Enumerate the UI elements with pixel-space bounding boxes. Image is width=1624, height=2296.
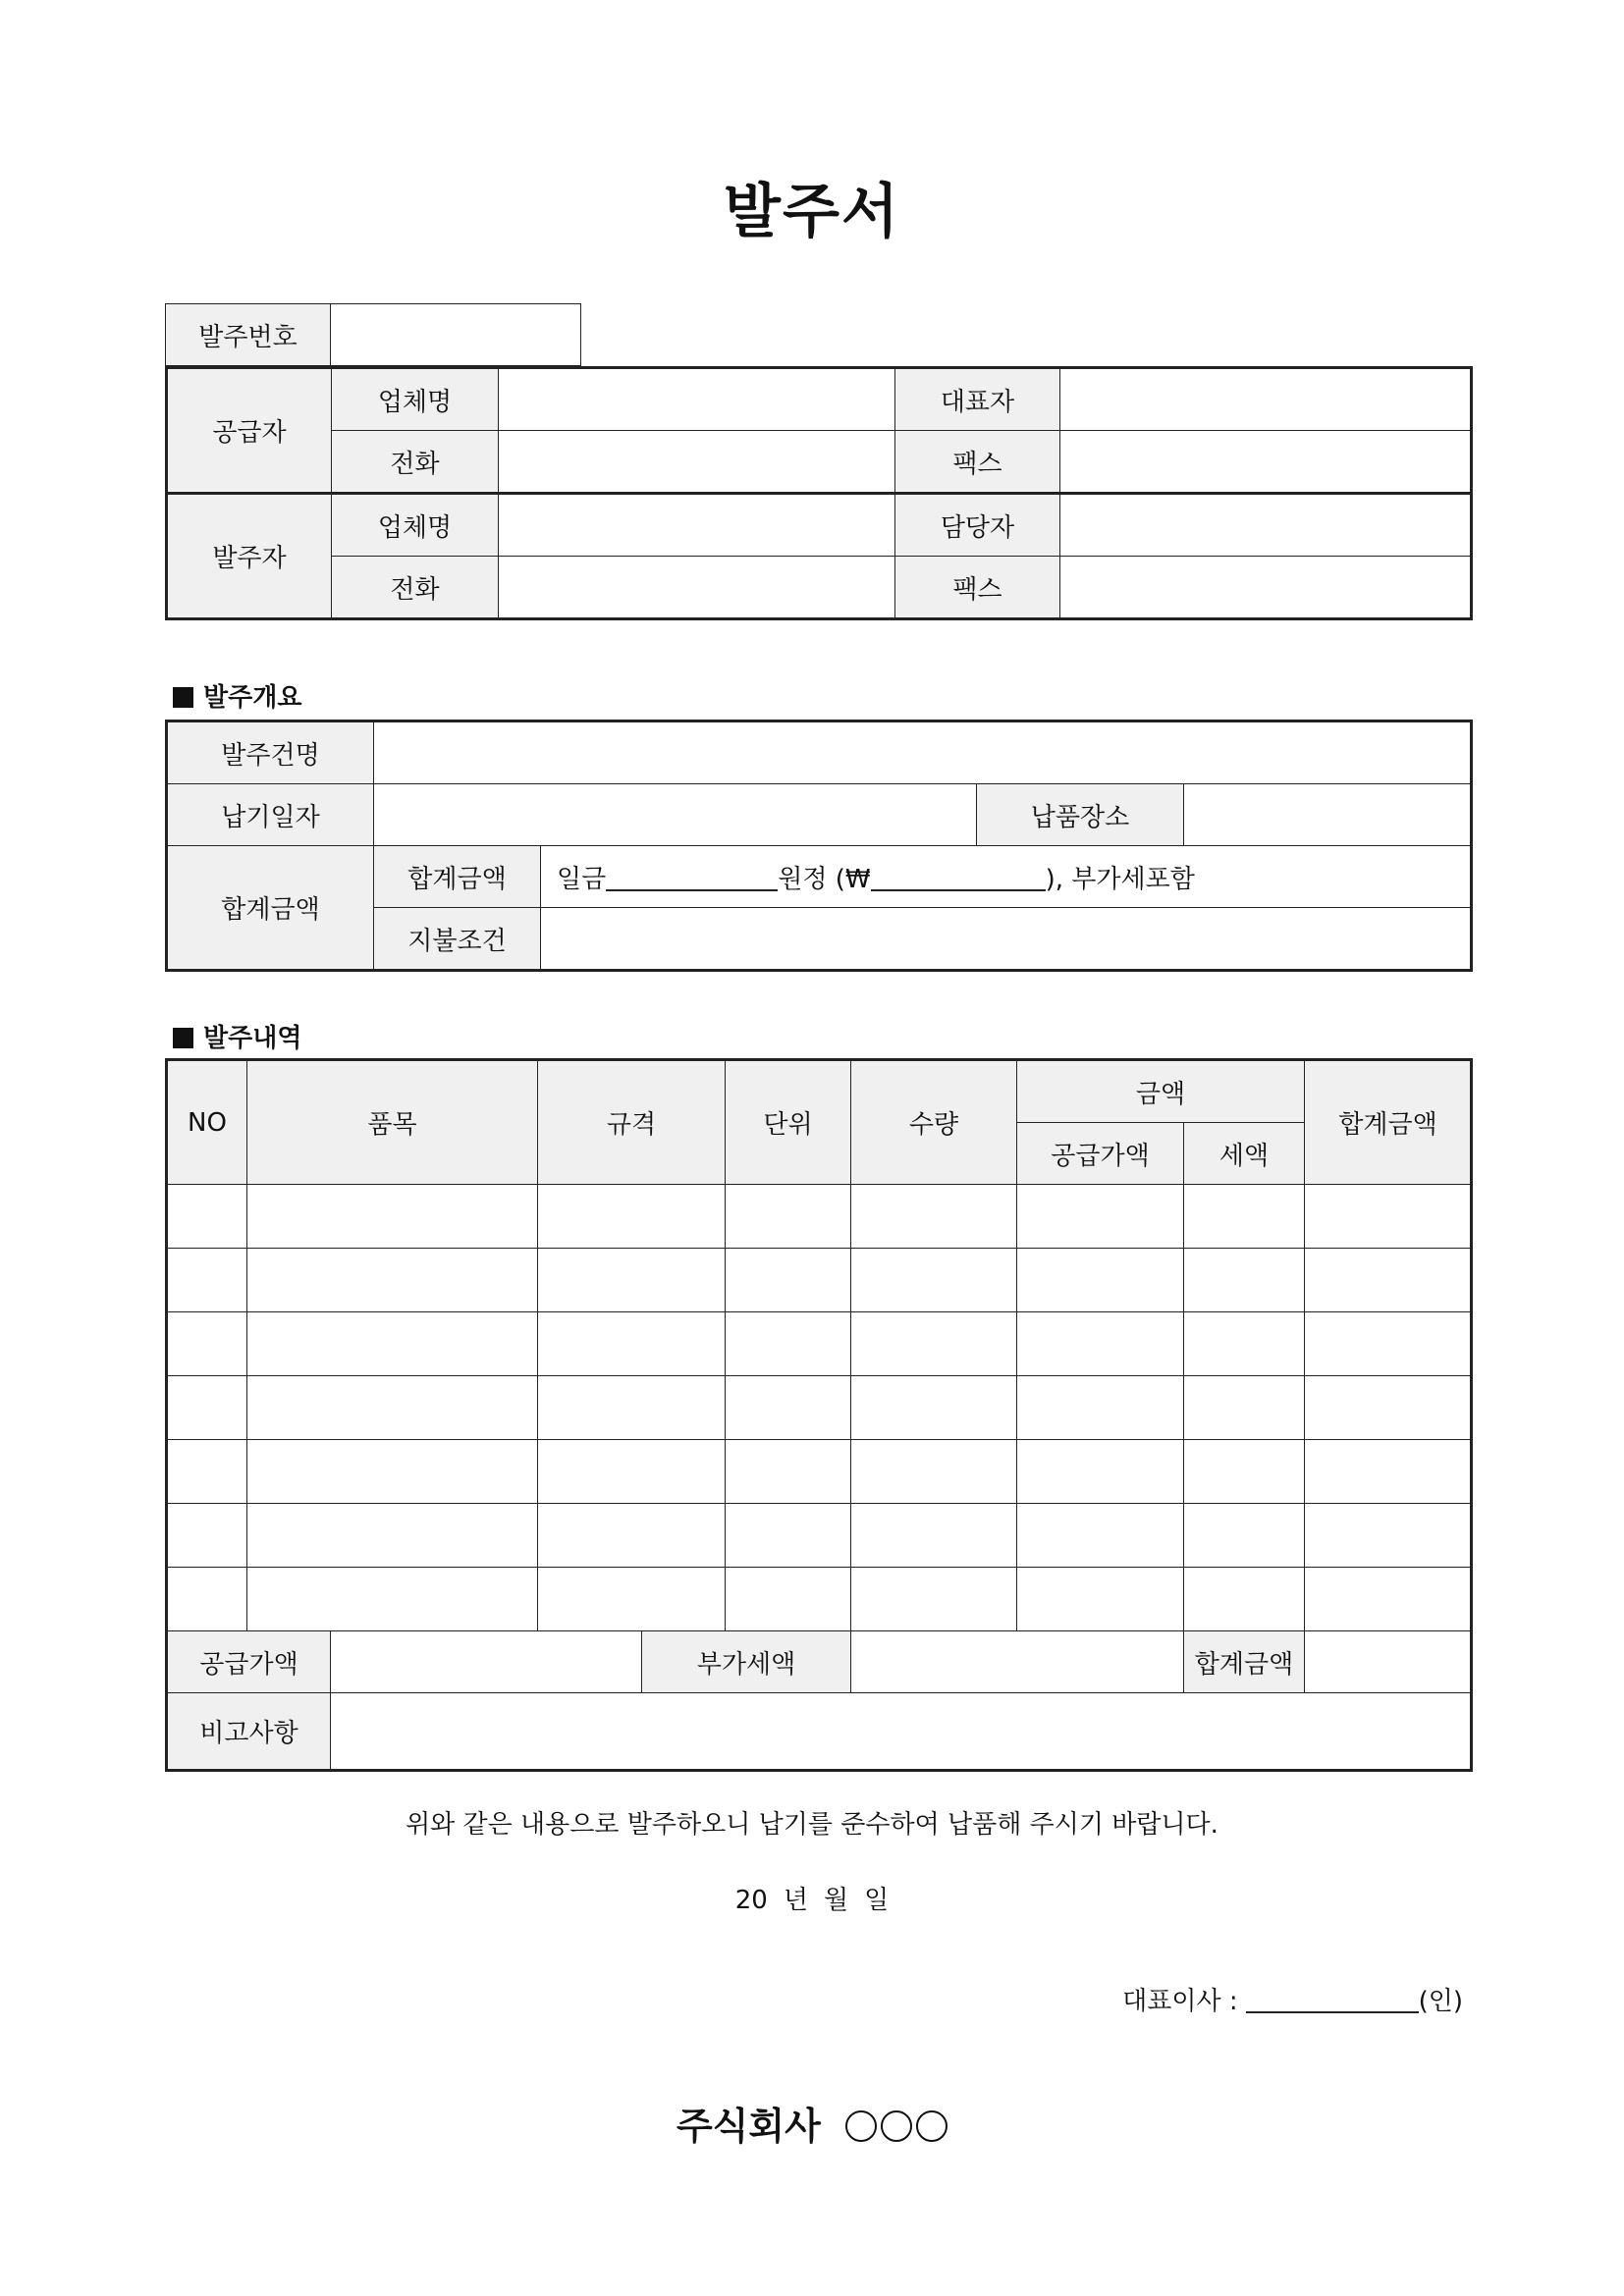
item-item-cell[interactable] (247, 1568, 538, 1631)
date-year: 년 (783, 1886, 808, 1915)
item-no-cell[interactable] (167, 1249, 247, 1312)
table-row (167, 1568, 1472, 1631)
item-spec-cell[interactable] (538, 1312, 726, 1376)
payment-terms-field[interactable] (541, 908, 1472, 971)
orderer-fax-field[interactable] (1060, 557, 1472, 619)
delivery-place-field[interactable] (1184, 784, 1472, 846)
supplier-phone-label: 전화 (332, 431, 499, 494)
item-item-cell[interactable] (247, 1185, 538, 1249)
item-tax-cell[interactable] (1184, 1249, 1305, 1312)
footer-supply-field[interactable] (331, 1631, 642, 1693)
table-row (167, 1312, 1472, 1376)
placeholder-circle-icon (881, 2110, 912, 2142)
item-unit-cell[interactable] (726, 1376, 851, 1440)
placeholder-circle-icon (845, 2110, 877, 2142)
remarks-label: 비고사항 (167, 1693, 331, 1771)
total-amount-label: 합계금액 (167, 846, 374, 971)
table-row (167, 1440, 1472, 1504)
table-row (167, 1376, 1472, 1440)
item-no-cell[interactable] (167, 1376, 247, 1440)
item-item-cell[interactable] (247, 1312, 538, 1376)
party-table (165, 366, 1473, 620)
item-total-cell[interactable] (1305, 1249, 1472, 1312)
footer-total-label: 합계금액 (1184, 1631, 1305, 1693)
overview-table (165, 720, 1473, 972)
item-tax-cell[interactable] (1184, 1185, 1305, 1249)
supplier-company-label: 업체명 (332, 368, 499, 431)
orderer-fax-label: 팩스 (895, 557, 1060, 619)
item-unit-cell[interactable] (726, 1504, 851, 1568)
col-unit-header: 단위 (726, 1060, 851, 1185)
item-spec-cell[interactable] (538, 1568, 726, 1631)
item-tax-cell[interactable] (1184, 1504, 1305, 1568)
item-qty-cell[interactable] (851, 1185, 1017, 1249)
item-total-cell[interactable] (1305, 1185, 1472, 1249)
order-title-field[interactable] (374, 721, 1472, 784)
item-total-cell[interactable] (1305, 1504, 1472, 1568)
supplier-fax-label: 팩스 (895, 431, 1060, 494)
item-no-cell[interactable] (167, 1504, 247, 1568)
date-day: 일 (864, 1886, 890, 1915)
item-unit-cell[interactable] (726, 1185, 851, 1249)
col-tax-header: 세액 (1184, 1123, 1305, 1185)
item-supply-price-cell[interactable] (1017, 1249, 1184, 1312)
item-spec-cell[interactable] (538, 1504, 726, 1568)
item-qty-cell[interactable] (851, 1376, 1017, 1440)
item-no-cell[interactable] (167, 1312, 247, 1376)
order-number-table (165, 303, 581, 366)
delivery-date-field[interactable] (374, 784, 977, 846)
item-tax-cell[interactable] (1184, 1376, 1305, 1440)
square-bullet-icon (173, 1028, 193, 1048)
item-qty-cell[interactable] (851, 1312, 1017, 1376)
item-supply-price-cell[interactable] (1017, 1568, 1184, 1631)
table-row (167, 1185, 1472, 1249)
item-supply-price-cell[interactable] (1017, 1504, 1184, 1568)
item-no-cell[interactable] (167, 1440, 247, 1504)
orderer-manager-label: 담당자 (895, 494, 1060, 557)
table-row (167, 1249, 1472, 1312)
total-amount-field[interactable]: 일금 원정 (₩ ), 부가세포함 (541, 846, 1472, 908)
item-unit-cell[interactable] (726, 1312, 851, 1376)
square-bullet-icon (173, 687, 193, 708)
item-supply-price-cell[interactable] (1017, 1185, 1184, 1249)
item-spec-cell[interactable] (538, 1185, 726, 1249)
order-number-field[interactable] (331, 304, 581, 366)
company-name: 주식회사 (0, 2096, 1624, 2150)
item-tax-cell[interactable] (1184, 1312, 1305, 1376)
item-total-cell[interactable] (1305, 1440, 1472, 1504)
item-unit-cell[interactable] (726, 1568, 851, 1631)
orderer-label: 발주자 (167, 494, 332, 619)
date-month: 월 (823, 1886, 849, 1915)
item-item-cell[interactable] (247, 1504, 538, 1568)
orderer-company-label: 업체명 (332, 494, 499, 557)
col-no-header: NO (167, 1060, 247, 1185)
orderer-manager-field[interactable] (1060, 494, 1472, 557)
item-qty-cell[interactable] (851, 1568, 1017, 1631)
supplier-rep-label: 대표자 (895, 368, 1060, 431)
delivery-place-label: 납품장소 (977, 784, 1184, 846)
item-supply-price-cell[interactable] (1017, 1440, 1184, 1504)
item-qty-cell[interactable] (851, 1504, 1017, 1568)
item-unit-cell[interactable] (726, 1249, 851, 1312)
remarks-field[interactable] (331, 1693, 1472, 1771)
won-amount-blank[interactable] (871, 866, 1046, 891)
item-rows (167, 1185, 1472, 1631)
col-spec-header: 규격 (538, 1060, 726, 1185)
item-spec-cell[interactable] (538, 1440, 726, 1504)
footer-total-field[interactable] (1305, 1631, 1472, 1693)
details-heading: 발주내역 (173, 1018, 301, 1054)
ceo-signature-line (1122, 1981, 1463, 2017)
item-item-cell[interactable] (247, 1440, 538, 1504)
closing-statement: 위와 같은 내용으로 발주하오니 납기를 준수하여 납품해 주시기 바랍니다. (406, 1810, 1218, 1840)
supplier-phone-field[interactable] (499, 431, 895, 494)
item-supply-price-cell[interactable] (1017, 1376, 1184, 1440)
footer-vat-field[interactable] (851, 1631, 1184, 1693)
seal-mark: (인) (1418, 1987, 1463, 2016)
item-qty-cell[interactable] (851, 1249, 1017, 1312)
item-no-cell[interactable] (167, 1568, 247, 1631)
supplier-rep-field[interactable] (1060, 368, 1472, 431)
table-row (167, 1504, 1472, 1568)
item-total-cell[interactable] (1305, 1312, 1472, 1376)
orderer-phone-field[interactable] (499, 557, 895, 619)
item-qty-cell[interactable] (851, 1440, 1017, 1504)
supplier-company-field[interactable] (499, 368, 895, 431)
item-item-cell[interactable] (247, 1376, 538, 1440)
col-amount-header: 금액 (1017, 1060, 1305, 1123)
col-total-header: 합계금액 (1305, 1060, 1472, 1185)
footer-vat-label: 부가세액 (642, 1631, 851, 1693)
item-no-cell[interactable] (167, 1185, 247, 1249)
item-tax-cell[interactable] (1184, 1440, 1305, 1504)
date-line (0, 1880, 1624, 1916)
korean-amount-blank[interactable] (606, 866, 778, 891)
item-spec-cell[interactable] (538, 1376, 726, 1440)
item-supply-price-cell[interactable] (1017, 1312, 1184, 1376)
item-tax-cell[interactable] (1184, 1568, 1305, 1631)
supplier-label: 공급자 (167, 368, 332, 494)
payment-terms-label: 지불조건 (374, 908, 541, 971)
total-amount-sub-label: 합계금액 (374, 846, 541, 908)
supplier-fax-field[interactable] (1060, 431, 1472, 494)
item-unit-cell[interactable] (726, 1440, 851, 1504)
ceo-name-blank[interactable] (1246, 1988, 1419, 2013)
overview-heading: 발주개요 (173, 677, 301, 714)
footer-supply-label: 공급가액 (167, 1631, 331, 1693)
item-total-cell[interactable] (1305, 1376, 1472, 1440)
col-supply-price-header: 공급가액 (1017, 1123, 1184, 1185)
delivery-date-label: 납기일자 (167, 784, 374, 846)
ceo-label: 대표이사 : (1122, 1987, 1238, 2016)
order-title-label: 발주건명 (167, 721, 374, 784)
order-number-label: 발주번호 (166, 304, 331, 366)
item-total-cell[interactable] (1305, 1568, 1472, 1631)
col-item-header: 품목 (247, 1060, 538, 1185)
orderer-phone-label: 전화 (332, 557, 499, 619)
orderer-company-field[interactable] (499, 494, 895, 557)
date-century: 20 (734, 1886, 768, 1915)
details-table (165, 1058, 1473, 1772)
document-title: 발주서 (724, 178, 900, 246)
col-qty-header: 수량 (851, 1060, 1017, 1185)
placeholder-circle-icon (916, 2110, 947, 2142)
item-spec-cell[interactable] (538, 1249, 726, 1312)
item-item-cell[interactable] (247, 1249, 538, 1312)
